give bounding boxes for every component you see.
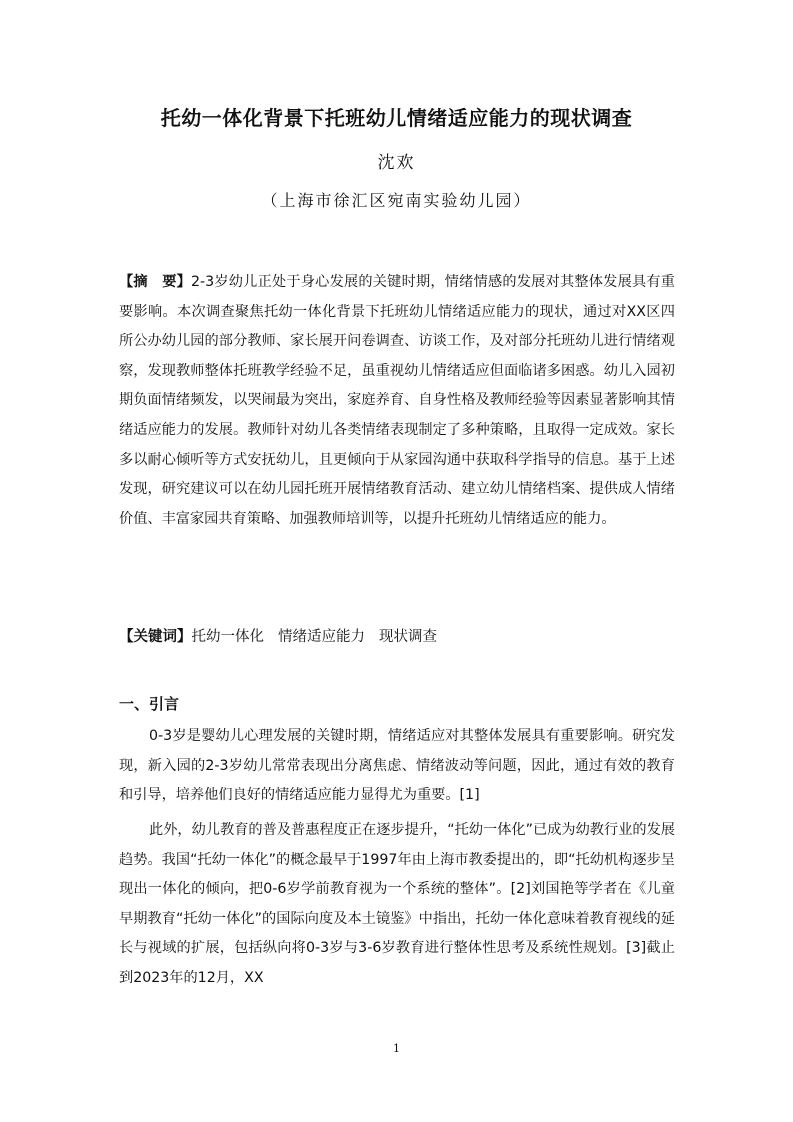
body-paragraph-1: 0-3岁是婴幼儿心理发展的关键时期，情绪适应对其整体发展具有重要影响。研究发现，新入园的2-3岁幼儿常常表现出分离焦虑、情绪波动等问题，因此，通过有效的教育和引导，培养他们良好的情绪适应能力显得尤为重要。[1] [119,728,675,804]
keyword-item: 情绪适应能力 [278,629,365,645]
keywords-label: 【关键词】 [119,629,192,645]
section-heading: 一、引言 [119,695,180,713]
paper-title: 托幼一体化背景下托班幼儿情绪适应能力的现状调查 [160,106,633,130]
keyword-item: 托幼一体化 [191,629,264,645]
keyword-item: 现状调查 [379,629,437,645]
abstract-paragraph [119,268,675,534]
author-affiliation: （上海市徐汇区宛南实验幼儿园） [261,191,532,210]
body-paragraph-2: 此外，幼儿教育的普及普惠程度正在逐步提升，“托幼一体化”已成为幼教行业的发展趋势。我国“托幼一体化”的概念最早于1997年由上海市教委提出的，即“托幼机构逐步呈现出一体化的倾向，把0-6岁学前教育视为一个系统的整体”。[2]刘国艳等学者在《儿童早期教育“托幼一体化”的国际向度及本土镜鉴》中指出，托幼一体化意味着教育视线的延长与视域的扩展，包括纵向将0-3岁与3-6岁教育进行整体性思考及系统性规划。[3]截止到2023年的12月，XX [119,822,675,986]
page-number: 1 [393,1042,400,1055]
author-name: 沈欢 [377,153,416,173]
keywords-line [119,623,675,653]
abstract-label: 【摘 要】 [119,274,191,290]
abstract-text: 2-3岁幼儿正处于身心发展的关键时期，情绪情感的发展对其整体发展具有重要影响。本次调查聚焦托幼一体化背景下托班幼儿情绪适应能力的现状，通过对XX区四所公办幼儿园的部分教师、家长展开问卷调查、访谈工作，及对部分托班幼儿进行情绪观察，发现教师整体托班教学经验不足，虽重视幼儿情绪适应但面临诸多困惑。幼儿入园初期负面情绪频发，以哭闹最为突出，家庭养育、自身性格及教师经验等因素显著影响其情绪适应能力的发展。教师针对幼儿各类情绪表现制定了多种策略，且取得一定成效。家长多以耐心倾听等方式安抚幼儿，且更倾向于从家园沟通中获取科学指导的信息。基于上述发现，研究建议可以在幼儿园托班开展情绪教育活动、建立幼儿情绪档案、提供成人情绪价值、丰富家园共育策略、加强教师培训等，以提升托班幼儿情绪适应的能力。 [119,274,675,527]
